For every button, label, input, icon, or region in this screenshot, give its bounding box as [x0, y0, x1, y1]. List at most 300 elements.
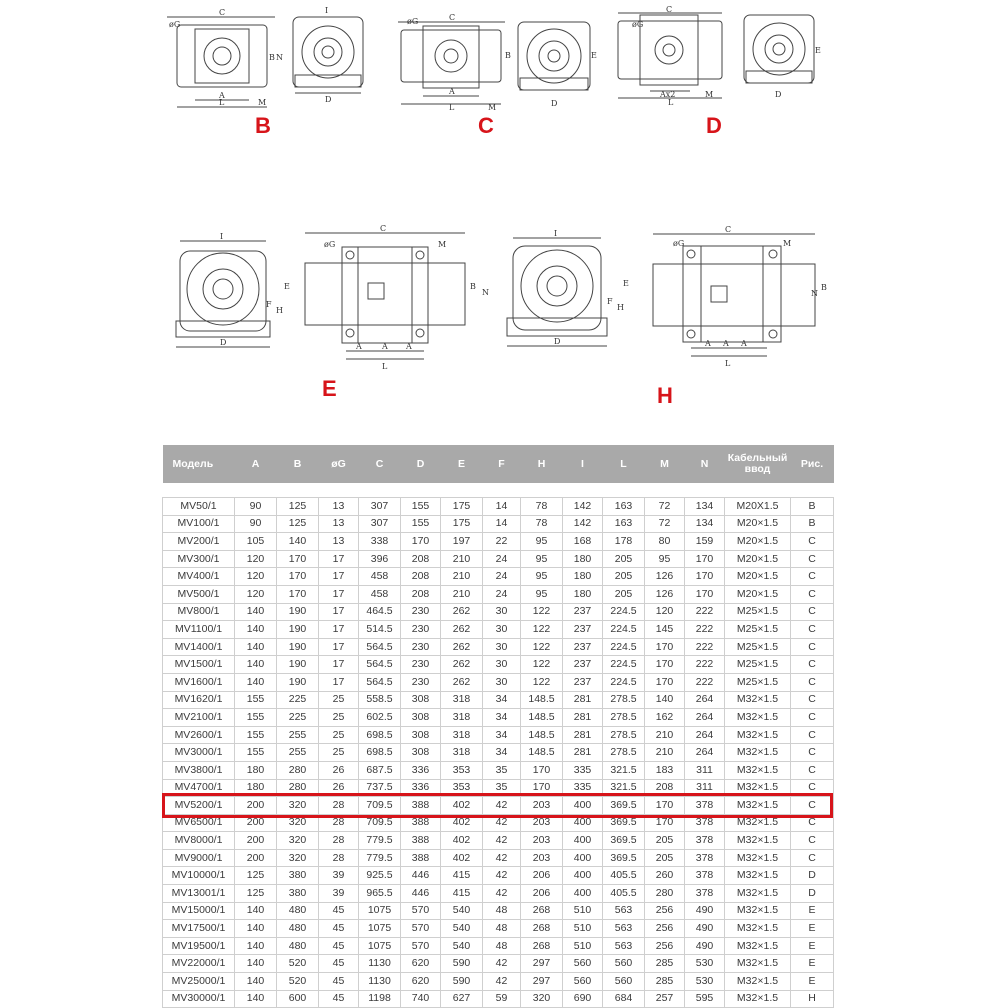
- table-cell: 122: [521, 656, 563, 674]
- table-cell: 175: [441, 498, 483, 516]
- table-cell: M20×1.5: [725, 515, 791, 533]
- table-cell: MV9000/1: [163, 849, 235, 867]
- table-cell: 563: [603, 937, 645, 955]
- table-cell: 262: [441, 621, 483, 639]
- table-cell: 540: [441, 902, 483, 920]
- table-cell: 262: [441, 638, 483, 656]
- table-cell: 308: [401, 726, 441, 744]
- table-cell: 170: [645, 673, 685, 691]
- table-row: [163, 691, 834, 709]
- table-cell: 140: [235, 920, 277, 938]
- table-cell: MV19500/1: [163, 937, 235, 955]
- table-cell: 520: [277, 973, 319, 991]
- table-cell: 203: [521, 849, 563, 867]
- table-cell: 155: [235, 726, 277, 744]
- table-cell: 564.5: [359, 673, 401, 691]
- drawing-b: [165, 5, 380, 110]
- table-cell: 208: [401, 568, 441, 586]
- table-row: [163, 902, 834, 920]
- table-cell: C: [791, 585, 834, 603]
- table-cell: 490: [685, 902, 725, 920]
- table-row: [163, 832, 834, 850]
- table-cell: 564.5: [359, 656, 401, 674]
- drawing-c: [393, 12, 608, 112]
- table-cell: 48: [483, 937, 521, 955]
- table-cell: 42: [483, 955, 521, 973]
- table-cell: MV400/1: [163, 568, 235, 586]
- table-cell: 230: [401, 656, 441, 674]
- table-cell: 197: [441, 533, 483, 551]
- table-cell: 402: [441, 849, 483, 867]
- table-cell: 45: [319, 902, 359, 920]
- svg-text:A: A: [705, 339, 711, 348]
- svg-text:B: B: [821, 283, 827, 292]
- svg-text:øG: øG: [169, 20, 181, 29]
- table-cell: 396: [359, 550, 401, 568]
- table-cell: C: [791, 621, 834, 639]
- table-cell: 318: [441, 691, 483, 709]
- table-cell: 530: [685, 955, 725, 973]
- table-cell: 1075: [359, 937, 401, 955]
- table-cell: 175: [441, 515, 483, 533]
- table-cell: D: [791, 885, 834, 903]
- table-cell: 155: [235, 744, 277, 762]
- table-cell: 17: [319, 621, 359, 639]
- table-cell: 14: [483, 498, 521, 516]
- svg-text:F: F: [266, 300, 272, 309]
- table-cell: 308: [401, 691, 441, 709]
- table-cell: MV13001/1: [163, 885, 235, 903]
- table-row: [163, 726, 834, 744]
- svg-text:I: I: [325, 6, 329, 15]
- column-header: Модель: [163, 445, 235, 483]
- table-cell: 122: [521, 673, 563, 691]
- table-cell: E: [791, 937, 834, 955]
- svg-text:L: L: [725, 359, 731, 368]
- table-cell: 14: [483, 515, 521, 533]
- table-cell: 206: [521, 867, 563, 885]
- table-cell: 318: [441, 709, 483, 727]
- table-cell: 560: [603, 973, 645, 991]
- table-cell: 95: [521, 568, 563, 586]
- table-cell: 17: [319, 603, 359, 621]
- table-cell: 510: [563, 902, 603, 920]
- table-cell: M32×1.5: [725, 885, 791, 903]
- table-cell: 140: [235, 973, 277, 991]
- table-cell: 170: [277, 568, 319, 586]
- svg-text:F: F: [607, 297, 613, 306]
- table-cell: 120: [645, 603, 685, 621]
- table-cell: 148.5: [521, 726, 563, 744]
- table-cell: 336: [401, 761, 441, 779]
- table-cell: 78: [521, 498, 563, 516]
- table-cell: 230: [401, 603, 441, 621]
- table-cell: 45: [319, 955, 359, 973]
- table-cell: C: [791, 814, 834, 832]
- table-row: [163, 885, 834, 903]
- table-cell: E: [791, 902, 834, 920]
- table-cell: 321.5: [603, 779, 645, 797]
- table-cell: 42: [483, 867, 521, 885]
- svg-text:M: M: [488, 103, 497, 112]
- svg-text:øG: øG: [673, 239, 685, 248]
- table-cell: 170: [277, 550, 319, 568]
- table-cell: 510: [563, 920, 603, 938]
- table-cell: MV10000/1: [163, 867, 235, 885]
- table-cell: 297: [521, 955, 563, 973]
- table-cell: MV300/1: [163, 550, 235, 568]
- table-cell: M32×1.5: [725, 797, 791, 815]
- table-cell: 208: [645, 779, 685, 797]
- table-cell: 125: [235, 885, 277, 903]
- table-cell: M32×1.5: [725, 955, 791, 973]
- table-cell: 163: [603, 498, 645, 516]
- table-cell: 320: [521, 990, 563, 1008]
- table-cell: 464.5: [359, 603, 401, 621]
- table-cell: 125: [277, 498, 319, 516]
- table-cell: 230: [401, 638, 441, 656]
- table-cell: 684: [603, 990, 645, 1008]
- column-header: H: [521, 445, 563, 483]
- table-spacer-row: [163, 483, 834, 498]
- table-cell: M32×1.5: [725, 849, 791, 867]
- table-cell: 25: [319, 744, 359, 762]
- table-cell: 338: [359, 533, 401, 551]
- table-cell: 400: [563, 849, 603, 867]
- table-cell: 200: [235, 797, 277, 815]
- table-row: [163, 515, 834, 533]
- table-cell: 224.5: [603, 638, 645, 656]
- table-cell: 281: [563, 709, 603, 727]
- table-cell: 140: [235, 673, 277, 691]
- table-cell: 353: [441, 761, 483, 779]
- table-cell: 237: [563, 621, 603, 639]
- table-cell: 490: [685, 937, 725, 955]
- table-cell: 458: [359, 585, 401, 603]
- table-cell: 400: [563, 867, 603, 885]
- table-cell: 190: [277, 638, 319, 656]
- table-cell: 140: [235, 937, 277, 955]
- table-cell: 570: [401, 920, 441, 938]
- table-row: [163, 779, 834, 797]
- column-header: C: [359, 445, 401, 483]
- table-cell: MV3800/1: [163, 761, 235, 779]
- table-cell: 281: [563, 744, 603, 762]
- table-cell: 490: [685, 920, 725, 938]
- table-cell: MV500/1: [163, 585, 235, 603]
- table-cell: 563: [603, 920, 645, 938]
- column-header: øG: [319, 445, 359, 483]
- table-cell: 28: [319, 849, 359, 867]
- table-cell: 446: [401, 867, 441, 885]
- table-row: [163, 920, 834, 938]
- table-cell: 72: [645, 515, 685, 533]
- table-cell: 78: [521, 515, 563, 533]
- table-cell: 336: [401, 779, 441, 797]
- table-cell: 95: [645, 550, 685, 568]
- table-cell: 168: [563, 533, 603, 551]
- table-cell: 627: [441, 990, 483, 1008]
- table-cell: 208: [401, 585, 441, 603]
- table-cell: MV22000/1: [163, 955, 235, 973]
- table-cell: 255: [277, 744, 319, 762]
- table-cell: 26: [319, 761, 359, 779]
- table-cell: 24: [483, 550, 521, 568]
- svg-text:I: I: [554, 229, 558, 238]
- table-cell: 687.5: [359, 761, 401, 779]
- table-cell: 170: [645, 638, 685, 656]
- table-cell: M25×1.5: [725, 673, 791, 691]
- svg-text:øG: øG: [632, 20, 644, 29]
- svg-text:A: A: [723, 339, 729, 348]
- table-cell: 22: [483, 533, 521, 551]
- table-cell: 142: [563, 515, 603, 533]
- table-cell: C: [791, 673, 834, 691]
- table-row: [163, 709, 834, 727]
- svg-text:C: C: [449, 13, 456, 22]
- table-cell: 225: [277, 691, 319, 709]
- table-cell: C: [791, 849, 834, 867]
- column-header: Рис.: [791, 445, 834, 483]
- table-cell: M25×1.5: [725, 638, 791, 656]
- table-cell: 30: [483, 638, 521, 656]
- table-cell: 560: [603, 955, 645, 973]
- table-cell: 140: [235, 656, 277, 674]
- table-row: [163, 973, 834, 991]
- table-cell: 170: [685, 550, 725, 568]
- table-cell: 378: [685, 885, 725, 903]
- table-cell: 262: [441, 673, 483, 691]
- table-cell: 620: [401, 955, 441, 973]
- table-cell: 126: [645, 585, 685, 603]
- table-cell: 278.5: [603, 726, 645, 744]
- column-header: Кабельный ввод: [725, 445, 791, 483]
- table-cell: 388: [401, 797, 441, 815]
- table-cell: 307: [359, 515, 401, 533]
- table-cell: 400: [563, 797, 603, 815]
- table-cell: 353: [441, 779, 483, 797]
- table-cell: MV4700/1: [163, 779, 235, 797]
- table-cell: 200: [235, 832, 277, 850]
- table-cell: M20×1.5: [725, 550, 791, 568]
- table-cell: 190: [277, 603, 319, 621]
- table-cell: 170: [645, 656, 685, 674]
- table-cell: 563: [603, 902, 645, 920]
- table-cell: 378: [685, 867, 725, 885]
- table-cell: 400: [563, 832, 603, 850]
- table-cell: 95: [521, 550, 563, 568]
- table-cell: 125: [277, 515, 319, 533]
- table-cell: 25: [319, 691, 359, 709]
- svg-text:H: H: [617, 303, 624, 312]
- table-cell: 380: [277, 867, 319, 885]
- table-cell: C: [791, 568, 834, 586]
- svg-text:C: C: [725, 225, 732, 234]
- table-cell: MV17500/1: [163, 920, 235, 938]
- table-cell: 388: [401, 849, 441, 867]
- table-cell: 779.5: [359, 849, 401, 867]
- table-cell: 520: [277, 955, 319, 973]
- table-row: [163, 744, 834, 762]
- table-cell: 698.5: [359, 726, 401, 744]
- table-cell: 268: [521, 937, 563, 955]
- table-cell: M32×1.5: [725, 937, 791, 955]
- svg-text:D: D: [325, 95, 332, 104]
- table-cell: 140: [235, 638, 277, 656]
- table-cell: 268: [521, 902, 563, 920]
- table-cell: 307: [359, 498, 401, 516]
- svg-text:A: A: [406, 342, 412, 351]
- table-cell: 59: [483, 990, 521, 1008]
- table-cell: 600: [277, 990, 319, 1008]
- table-cell: 48: [483, 902, 521, 920]
- table-cell: 318: [441, 744, 483, 762]
- table-cell: 203: [521, 797, 563, 815]
- table-cell: 378: [685, 849, 725, 867]
- table-cell: 183: [645, 761, 685, 779]
- table-cell: 405.5: [603, 885, 645, 903]
- table-cell: MV1500/1: [163, 656, 235, 674]
- table-cell: MV800/1: [163, 603, 235, 621]
- svg-text:N: N: [276, 53, 283, 62]
- table-cell: 170: [645, 797, 685, 815]
- table-cell: 190: [277, 656, 319, 674]
- svg-text:E: E: [623, 279, 629, 288]
- table-cell: 308: [401, 709, 441, 727]
- table-cell: MV2100/1: [163, 709, 235, 727]
- table-cell: 148.5: [521, 744, 563, 762]
- table-cell: 45: [319, 973, 359, 991]
- table-cell: 190: [277, 673, 319, 691]
- table-cell: 122: [521, 621, 563, 639]
- table-cell: 222: [685, 621, 725, 639]
- table-cell: M32×1.5: [725, 691, 791, 709]
- table-cell: 24: [483, 568, 521, 586]
- table-cell: 42: [483, 849, 521, 867]
- table-cell: M25×1.5: [725, 656, 791, 674]
- column-header: A: [235, 445, 277, 483]
- svg-text:L: L: [449, 103, 455, 112]
- table-cell: 25: [319, 726, 359, 744]
- table-cell: M25×1.5: [725, 621, 791, 639]
- table-cell: 560: [563, 955, 603, 973]
- table-cell: 205: [603, 550, 645, 568]
- table-cell: 122: [521, 638, 563, 656]
- table-cell: 163: [603, 515, 645, 533]
- table-cell: 205: [603, 568, 645, 586]
- table-cell: 256: [645, 937, 685, 955]
- table-cell: 590: [441, 973, 483, 991]
- column-header: F: [483, 445, 521, 483]
- table-cell: 570: [401, 937, 441, 955]
- table-cell: 42: [483, 973, 521, 991]
- table-cell: C: [791, 779, 834, 797]
- table-cell: 698.5: [359, 744, 401, 762]
- table-cell: 1198: [359, 990, 401, 1008]
- table-cell: 222: [685, 638, 725, 656]
- table-cell: 965.5: [359, 885, 401, 903]
- table-cell: 690: [563, 990, 603, 1008]
- table-cell: 203: [521, 832, 563, 850]
- table-cell: 400: [563, 885, 603, 903]
- table-cell: 105: [235, 533, 277, 551]
- table-cell: MV1400/1: [163, 638, 235, 656]
- table-cell: 134: [685, 515, 725, 533]
- table-cell: 190: [277, 621, 319, 639]
- table-cell: 564.5: [359, 638, 401, 656]
- table-cell: C: [791, 603, 834, 621]
- svg-text:B: B: [269, 53, 275, 62]
- table-cell: 90: [235, 515, 277, 533]
- table-cell: 145: [645, 621, 685, 639]
- table-cell: 255: [277, 726, 319, 744]
- figure-label-b: B: [255, 113, 271, 138]
- table-cell: 45: [319, 937, 359, 955]
- table-cell: 281: [563, 691, 603, 709]
- table-cell: 1130: [359, 973, 401, 991]
- table-cell: 120: [235, 550, 277, 568]
- table-cell: MV50/1: [163, 498, 235, 516]
- table-cell: 514.5: [359, 621, 401, 639]
- table-cell: 210: [645, 744, 685, 762]
- table-cell: 256: [645, 920, 685, 938]
- table-cell: 602.5: [359, 709, 401, 727]
- table-cell: 570: [401, 902, 441, 920]
- svg-text:E: E: [284, 282, 290, 291]
- table-cell: 180: [235, 779, 277, 797]
- table-cell: 540: [441, 920, 483, 938]
- table-cell: 311: [685, 761, 725, 779]
- table-cell: MV30000/1: [163, 990, 235, 1008]
- table-cell: 35: [483, 779, 521, 797]
- svg-text:I: I: [220, 232, 224, 241]
- table-cell: 30: [483, 656, 521, 674]
- table-cell: B: [791, 498, 834, 516]
- table-cell: M32×1.5: [725, 761, 791, 779]
- svg-text:L: L: [382, 362, 388, 371]
- table-cell: 140: [235, 990, 277, 1008]
- table-cell: MV5200/1: [163, 797, 235, 815]
- table-cell: 237: [563, 638, 603, 656]
- table-cell: 308: [401, 744, 441, 762]
- table-cell: 120: [235, 568, 277, 586]
- table-cell: 48: [483, 920, 521, 938]
- table-cell: M32×1.5: [725, 709, 791, 727]
- table-row: [163, 656, 834, 674]
- table-row: [163, 937, 834, 955]
- table-cell: M32×1.5: [725, 902, 791, 920]
- table-cell: 320: [277, 797, 319, 815]
- table-cell: E: [791, 920, 834, 938]
- drawing-h: [505, 222, 830, 372]
- svg-text:L: L: [219, 98, 225, 107]
- table-cell: 170: [401, 533, 441, 551]
- figure-label-c: C: [478, 113, 494, 138]
- table-cell: 280: [277, 779, 319, 797]
- table-cell: 13: [319, 498, 359, 516]
- table-body: [163, 483, 834, 1008]
- table-cell: 369.5: [603, 797, 645, 815]
- table-cell: M32×1.5: [725, 920, 791, 938]
- table-cell: M32×1.5: [725, 973, 791, 991]
- table-cell: MV2600/1: [163, 726, 235, 744]
- table-cell: 140: [235, 621, 277, 639]
- table-cell: 42: [483, 814, 521, 832]
- table-cell: 39: [319, 885, 359, 903]
- table-cell: 148.5: [521, 709, 563, 727]
- table-cell: 155: [401, 498, 441, 516]
- svg-text:A: A: [356, 342, 362, 351]
